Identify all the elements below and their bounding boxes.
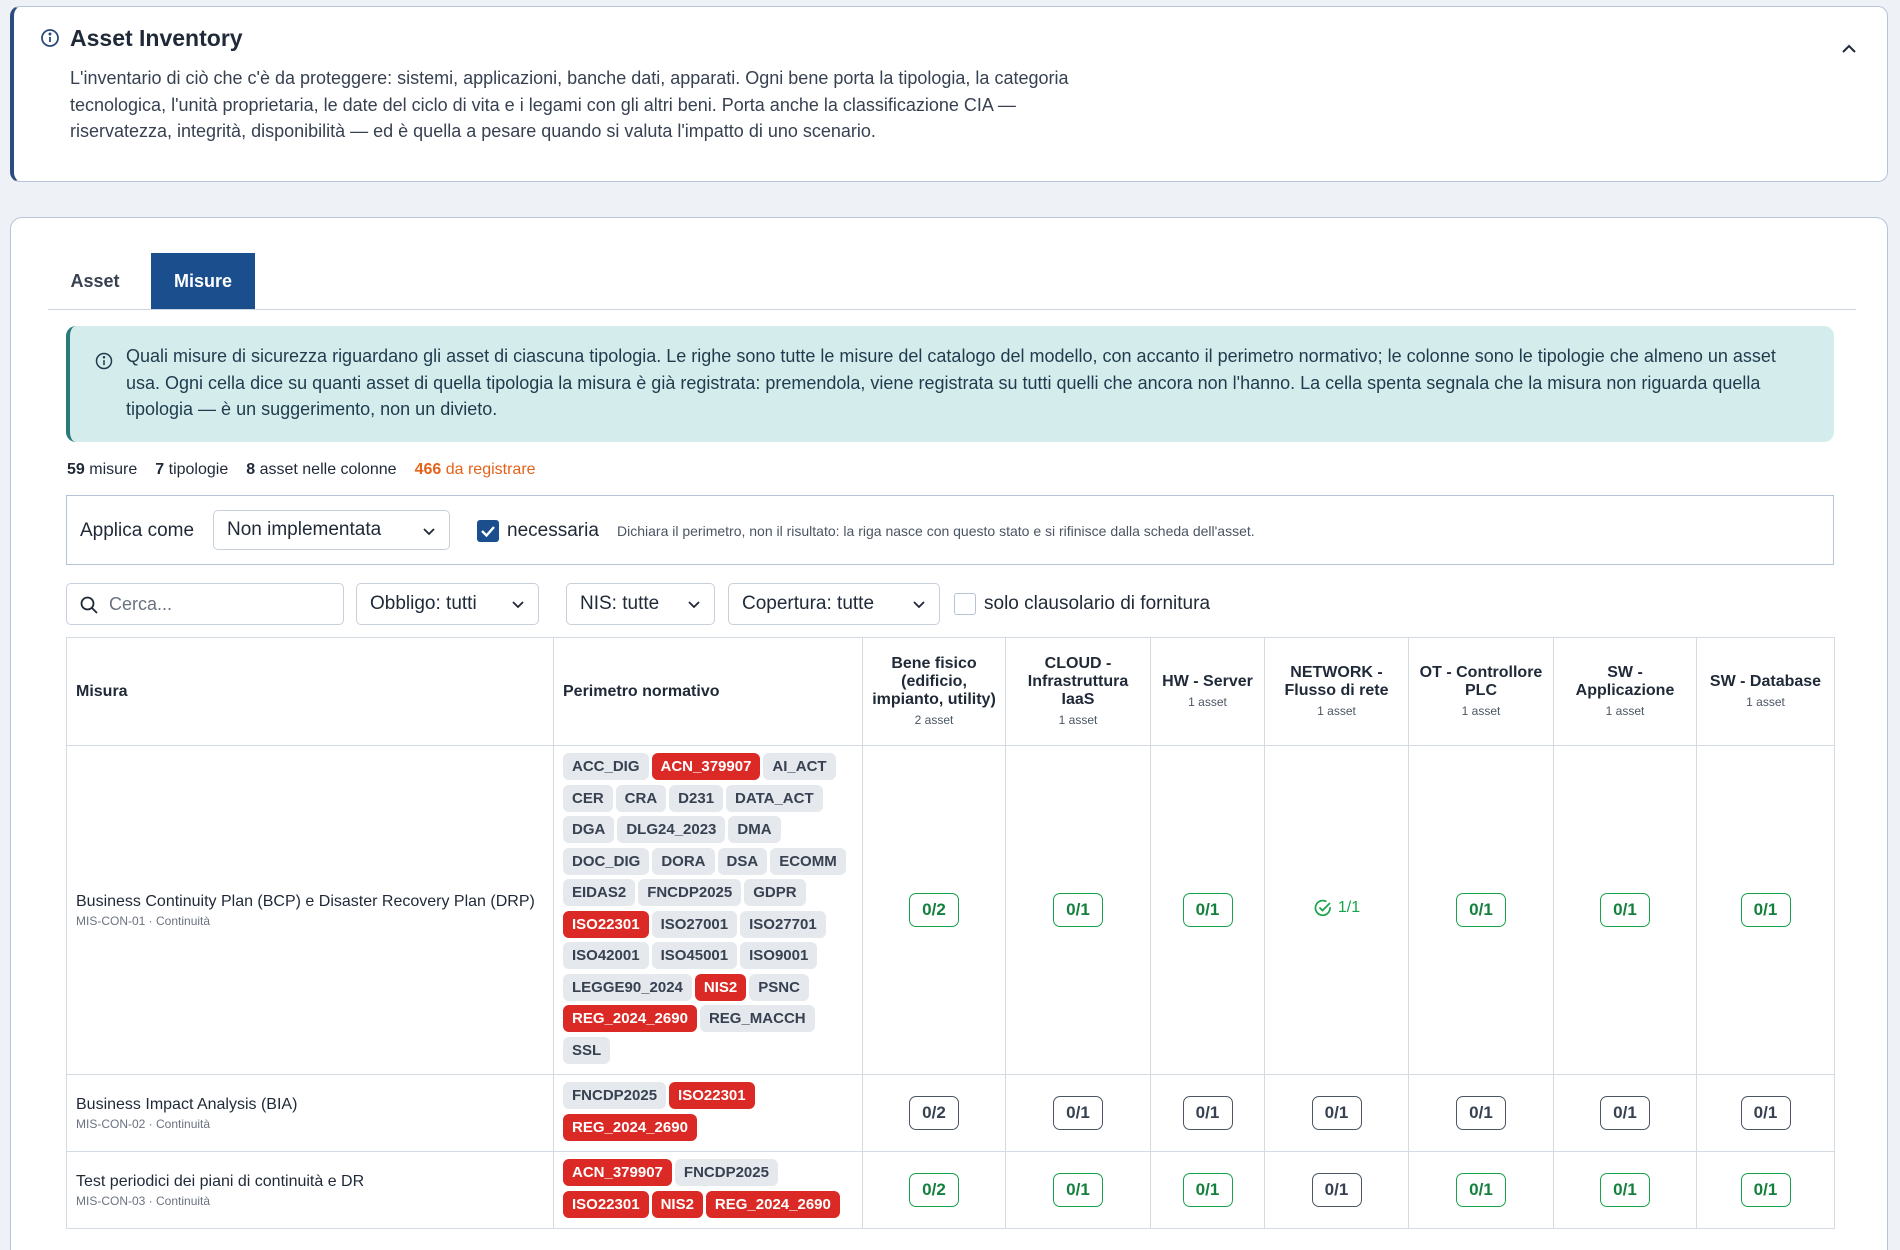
tab-asset[interactable]: Asset [70,270,120,291]
table-row [67,1152,1835,1229]
stat-da-registrare: 466 da registrare [414,461,536,478]
regulation-tag: SSL [563,1037,610,1064]
col-header-type: Bene fisico (edificio, impianto, utility) 2 asset [863,638,1006,746]
col-header-misura: Misura [67,638,554,746]
coverage-cell [863,746,1006,1075]
regulation-tag: ACC_DIG [563,753,649,780]
apply-status-value: Non implementata [227,519,382,540]
apply-hint: Dichiara il perimetro, non il risultato: la riga nasce con questo stato e si rifinisce dalla scheda dell'asset. [617,523,1255,539]
col-header-type: OT - Controllore PLC 1 asset [1409,638,1554,746]
coverage-button[interactable]: 0/2 [909,1096,959,1130]
regulation-tag: PSNC [749,974,809,1001]
chevron-down-icon [421,523,437,539]
coverage-button[interactable]: 0/1 [1741,1173,1791,1207]
regulation-tag: ISO9001 [740,942,817,969]
search-input[interactable] [109,590,334,618]
regulation-tag: CRA [616,785,667,812]
chevron-down-icon [686,596,702,612]
regulation-tag: REG_2024_2690 [563,1114,697,1141]
coverage-button[interactable]: 0/1 [1053,1096,1103,1130]
coverage-button[interactable]: 0/1 [1456,893,1506,927]
regulation-tag: NIS2 [695,974,746,1001]
asset-inventory-panel [10,6,1888,182]
coverage-button[interactable]: 0/1 [1183,893,1233,927]
page-description: L'inventario di ciò che c'è da proteggere: sistemi, applicazioni, banche dati, apparati. Ogni bene porta la tipologia, la categoria tecnologica, l'unità proprietaria, le date del ciclo di vita e i legami con gli altri beni. Porta anche la classificazione CIA — riservatezza, integrità, disponibilità — ed è quella a pesare quando si valuta l'impatto di uno scenario. [70,68,1069,141]
clausolario-label: solo clausolario di fornitura [984,593,1211,614]
coverage-cell [1265,1075,1409,1152]
col-header-type: CLOUD - Infrastruttura IaaS 1 asset [1006,638,1151,746]
col-header-type: SW - Database 1 asset [1697,638,1835,746]
regulation-tag: EIDAS2 [563,879,635,906]
regulation-tag: ISO22301 [669,1082,755,1109]
measures-matrix-table [66,637,1835,1229]
regulation-tag: DLG24_2023 [617,816,725,843]
check-icon [477,520,499,542]
measure-name: Business Impact Analysis (BIA) [76,1095,298,1113]
chevron-up-icon[interactable] [1837,37,1861,61]
coverage-cell [1697,1075,1835,1152]
measure-name-cell [67,746,554,1075]
clausolario-checkbox[interactable] [954,593,976,615]
stat-tipologie: 7 tipologie [155,461,229,478]
measure-name-cell [67,1075,554,1152]
chevron-down-icon [510,596,526,612]
coverage-cell [1554,1152,1697,1229]
obbligo-filter-value: Obbligo: tutti [370,593,477,614]
check-circle-icon [1313,898,1333,918]
coverage-button[interactable]: 0/1 [1600,1173,1650,1207]
necessaria-checkbox[interactable] [477,520,499,542]
regulation-tag: REG_2024_2690 [563,1005,697,1032]
coverage-cell [1697,746,1835,1075]
stat-misure: 59 misure [67,461,138,478]
coverage-button[interactable]: 0/2 [909,1173,959,1207]
page-title: Asset Inventory [70,25,243,51]
regulation-tag: AI_ACT [763,753,835,780]
chevron-down-icon [911,596,927,612]
regulation-tag: DSA [718,848,768,875]
regulation-tag: ACN_379907 [563,1159,672,1186]
regulation-tag: ISO22301 [563,1191,649,1218]
apply-status-select[interactable] [213,510,450,550]
col-header-type: HW - Server 1 asset [1151,638,1265,746]
col-header-type: SW - Applicazione 1 asset [1554,638,1697,746]
coverage-cell [1409,746,1554,1075]
coverage-button[interactable]: 0/1 [1312,1096,1362,1130]
regulation-tag: FNCDP2025 [675,1159,778,1186]
regulation-tag: ISO45001 [652,942,738,969]
perimeter-cell [554,1152,863,1229]
info-icon [94,351,114,371]
regulation-tag: REG_2024_2690 [706,1191,840,1218]
coverage-cell [1006,746,1151,1075]
obbligo-filter[interactable] [356,583,539,625]
copertura-filter[interactable] [728,583,940,625]
regulation-tag: D231 [669,785,723,812]
regulation-tag: ISO27001 [652,911,738,938]
measure-code: MIS-CON-03 · Continuità [76,1193,211,1208]
coverage-button[interactable]: 0/1 [1053,1173,1103,1207]
regulation-tag: ISO27701 [740,911,826,938]
tab-bar [48,253,1856,310]
copertura-filter-value: Copertura: tutte [742,593,875,614]
regulation-tag: GDPR [744,879,805,906]
coverage-cell [1265,1152,1409,1229]
search-icon [79,595,99,615]
coverage-button[interactable]: 0/1 [1053,893,1103,927]
coverage-cell [1151,1075,1265,1152]
regulation-tag: FNCDP2025 [638,879,741,906]
nis-filter[interactable] [566,583,715,625]
regulation-tag: LEGGE90_2024 [563,974,692,1001]
callout-text: Quali misure di sicurezza riguardano gli asset di ciascuna tipologia. Le righe sono tutte le misure del catalogo del modello, con accanto il perimetro normativo; le colonne sono le tipologie che almeno un asset usa. Ogni cella dice su quanti asset di quella tipologia la misura è già registrata: premendola, viene registrata su tutti quelli che ancora non l'hanno. La cella spenta segnala che la misura non riguarda quella tipologia — è un suggerimento, non un divieto. [126,346,1776,419]
measure-name-cell [67,1152,554,1229]
tab-misure[interactable]: Misure [151,253,255,309]
necessaria-label: necessaria [507,520,599,541]
stats-bar [67,461,536,479]
search-box [66,583,344,625]
apply-label: Applica come [80,520,195,541]
coverage-cell [1409,1075,1554,1152]
regulation-tag: ACN_379907 [652,753,761,780]
regulation-tag: DOC_DIG [563,848,649,875]
measure-code: MIS-CON-01 · Continuità [76,913,211,928]
regulation-tag: DGA [563,816,614,843]
regulation-tag: DATA_ACT [726,785,823,812]
main-panel [10,217,1888,1250]
coverage-cell [1409,1152,1554,1229]
regulation-tag: REG_MACCH [700,1005,815,1032]
measure-name: Business Continuity Plan (BCP) e Disaster Recovery Plan (DRP) [76,892,535,910]
coverage-button[interactable]: 0/2 [909,893,959,927]
coverage-button[interactable]: 0/1 [1741,1096,1791,1130]
info-icon [38,26,62,50]
perimeter-cell [554,1075,863,1152]
coverage-value: 1/1 [1337,898,1361,916]
apply-box [66,495,1834,565]
regulation-tag: DORA [652,848,714,875]
regulation-tag: ISO22301 [563,911,649,938]
coverage-cell [1265,746,1409,1075]
coverage-button[interactable]: 0/1 [1456,1096,1506,1130]
regulation-tag: ECOMM [770,848,846,875]
coverage-button[interactable]: 0/1 [1741,893,1791,927]
coverage-complete [1313,898,1360,918]
perimeter-cell [554,746,863,1075]
regulation-tag: ISO42001 [563,942,649,969]
coverage-cell [1554,746,1697,1075]
coverage-cell [863,1152,1006,1229]
nis-filter-value: NIS: tutte [580,593,660,614]
info-callout [66,326,1834,442]
coverage-cell [1554,1075,1697,1152]
coverage-cell [1006,1075,1151,1152]
coverage-button[interactable]: 0/1 [1312,1173,1362,1207]
filters-bar [66,583,1834,627]
col-header-type: NETWORK - Flusso di rete 1 asset [1265,638,1409,746]
stat-asset: 8 asset nelle colonne [246,461,397,478]
coverage-button[interactable]: 0/1 [1600,1096,1650,1130]
coverage-button[interactable]: 0/1 [1456,1173,1506,1207]
coverage-button[interactable]: 0/1 [1183,1173,1233,1207]
regulation-tag: DMA [728,816,780,843]
measure-code: MIS-CON-02 · Continuità [76,1116,211,1131]
coverage-button[interactable]: 0/1 [1183,1096,1233,1130]
coverage-button[interactable]: 0/1 [1600,893,1650,927]
col-header-perimetro: Perimetro normativo [554,638,863,746]
coverage-cell [1006,1152,1151,1229]
coverage-cell [1151,746,1265,1075]
table-header-row [67,638,1835,746]
coverage-cell [863,1075,1006,1152]
coverage-cell [1151,1152,1265,1229]
table-row [67,746,1835,1075]
regulation-tag: CER [563,785,613,812]
coverage-cell [1697,1152,1835,1229]
regulation-tag: FNCDP2025 [563,1082,666,1109]
table-row [67,1075,1835,1152]
measure-name: Test periodici dei piani di continuità e DR [76,1172,365,1190]
regulation-tag: NIS2 [652,1191,703,1218]
